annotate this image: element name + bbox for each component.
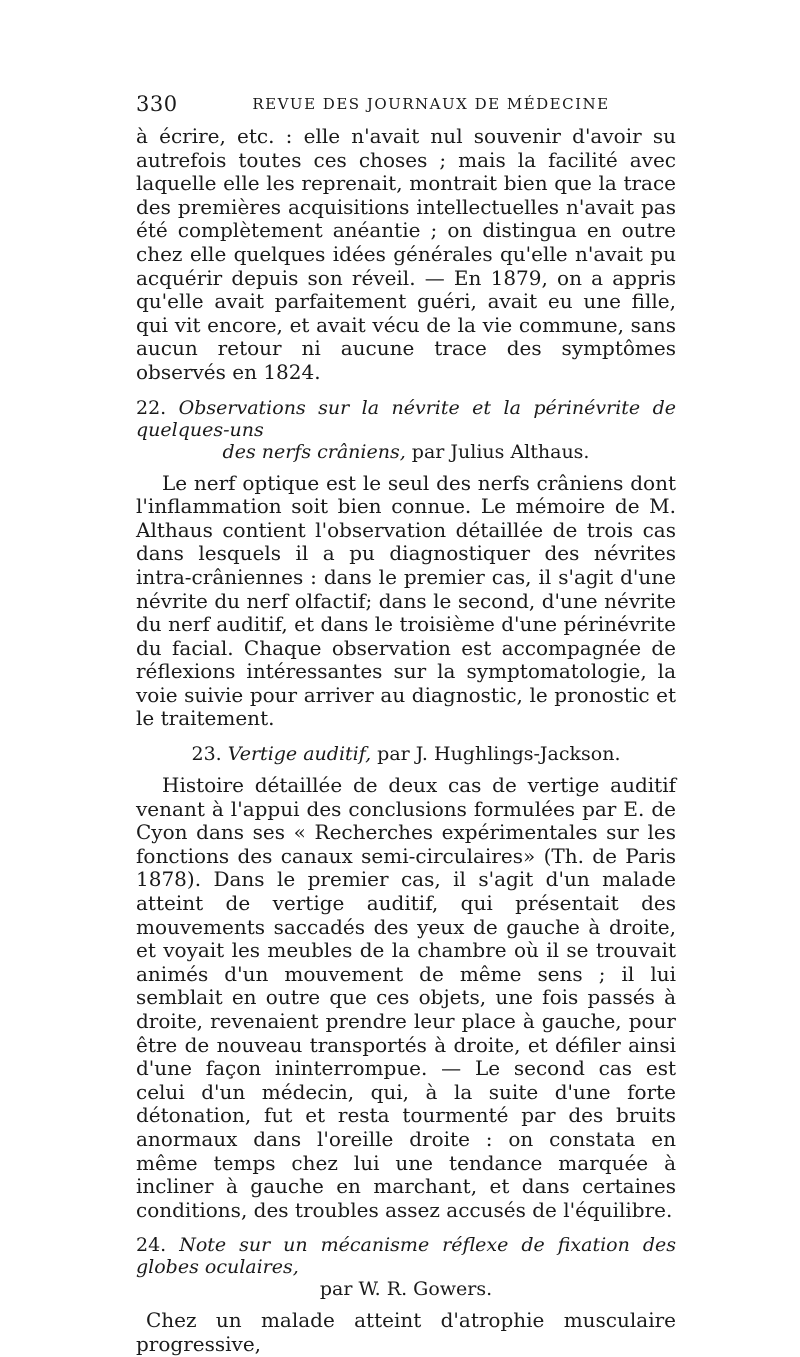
section-24-byline: par W. R. Gowers. [319,1278,493,1301]
section-23-title-text: Vertige auditif, [227,743,372,766]
section-24-title [136,1234,676,1300]
section-23-byline: par J. Hughlings-Jackson. [377,743,621,766]
page-number: 330 [136,92,178,116]
section-22-number: 22. [136,396,167,419]
section-22-byline: par Julius Althaus. [411,440,590,463]
section-23-title [136,743,676,765]
section-22-title-line1: Observations sur la névrite et la périnévrite de quelques-uns [136,396,677,441]
page-header [136,92,676,120]
section-24-number: 24. [136,1234,167,1257]
body-text [136,125,676,1357]
intro-paragraph: à écrire, etc. : elle n'avait nul souvenir d'avoir su autrefois toutes ces choses ; mais la facilité avec laquelle elle les reprenait, montrait bien que la trace des premières acquisitions intellectuelles n'avait pas été complètement anéantie ; on distingua en outre chez elle quelques idées générales qu'elle n'avait pu acquérir depuis son réveil. — En 1879, on a appris qu'elle avait parfaitement guéri, avait eu une fille, qui vit encore, et avait vécu de la vie commune, sans aucun retour ni aucune trace des symptômes observés en 1824. [136,124,676,384]
section-22-text: Le nerf optique est le seul des nerfs crâniens dont l'inflammation soit bien connue. Le mémoire de M. Althaus contient l'observation détaillée de trois cas dans lesquels il a pu diagnostiquer des névrites intra-crâniennes : dans le premier cas, il s'agit d'une névrite du nerf olfactif; dans le second, d'une névrite du nerf auditif, et dans le troisième d'une périnévrite du facial. Chaque observation est accompagnée de réflexions intéressantes sur la symptomatologie, la voie suivie pour arriver au diagnostic, le pronostic et le traitement. [136,470,676,731]
section-23-number: 23. [191,743,222,766]
section-22-title [136,397,676,463]
section-23-text: Histoire détaillée de deux cas de vertige auditif venant à l'appui des conclusions formulées par E. de Cyon dans ses « Recherches expérimentales sur les fonctions des canaux semi-circulaires» (Th. de Paris 1878). Dans le premier cas, il s'agit d'un malade atteint de vertige auditif, qui présentait des mouvements saccadés des yeux de gauche à droite, et voyait les meubles de la chambre où il se trouvait animés d'un mouvement de même sens ; il lui semblait en outre que ces objets, une fois passés à droite, revenaient prendre leur place à gauche, pour être de nouveau transportés à droite, et défiler ainsi d'une façon ininterrompue. — Le second cas est celui d'un médecin, qui, à la suite d'une forte détonation, fut et resta tourmenté par des bruits anormaux dans l'oreille droite : on constata en même temps chez lui une tendance marquée à incliner à gauche en marchant, et dans certaines conditions, des troubles assez accusés de l'équilibre. [136,773,676,1222]
running-head: REVUE DES JOURNAUX DE MÉDECINE [252,95,610,113]
section-24-text: Chez un malade atteint d'atrophie musculaire progressive, [136,1308,676,1356]
section-22-title-line2: des nerfs crâniens, [222,440,406,463]
section-24-title-text: Note sur un mécanisme réflexe de fixation des globes oculaires, [136,1234,676,1279]
